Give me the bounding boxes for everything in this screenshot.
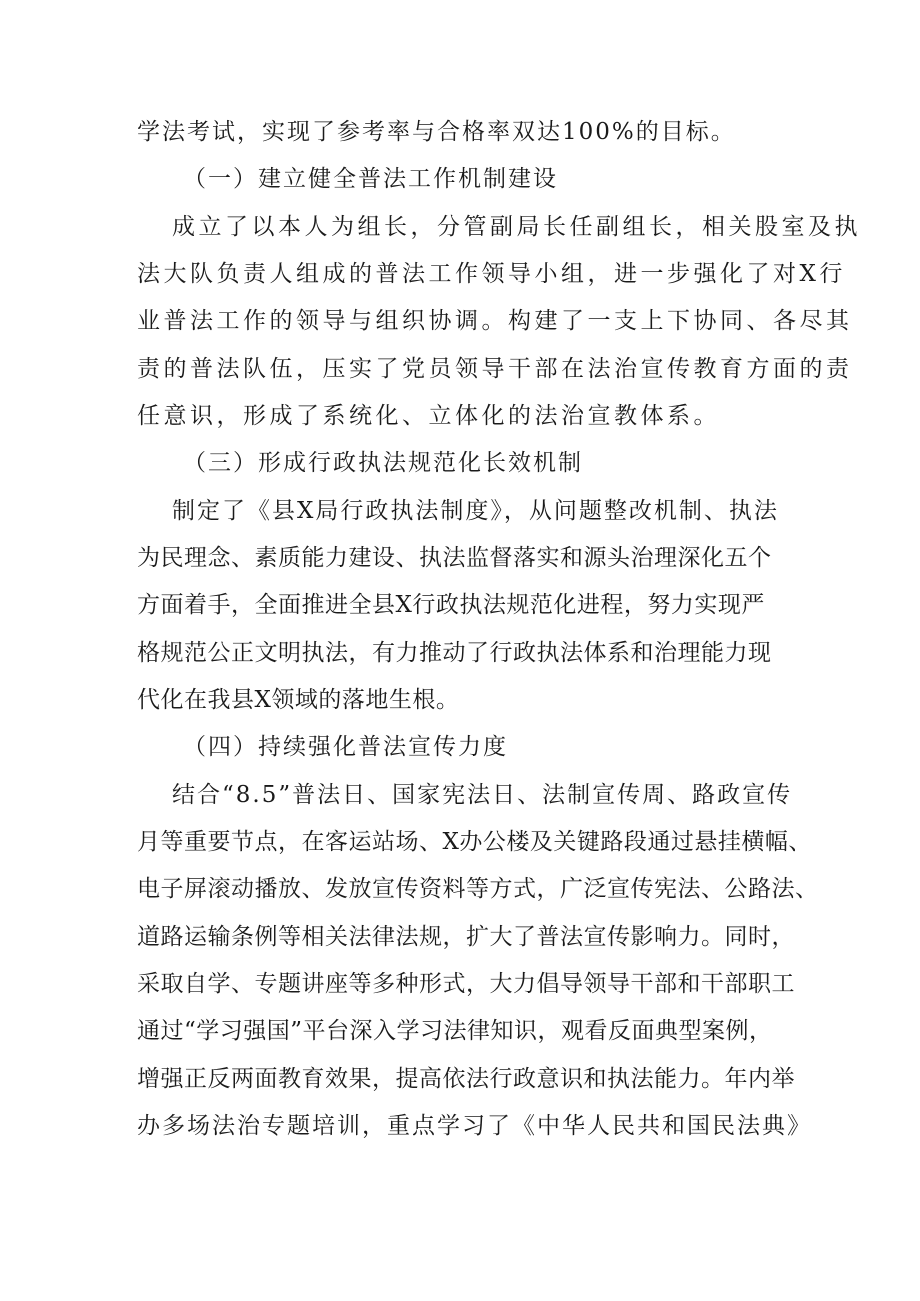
text-line-5: 业普法工作的领导与组织协调。构建了一支上下协同、各尽其 [137,308,853,334]
section-heading-1: （一）建立健全普法工作机制建设 [183,166,558,192]
text-line-19: 采取自学、专题讲座等多种形式，大力倡导领导干部和干部职工 [137,971,795,997]
text-line-15: 结合“8.5”普法日、国家宪法日、法制宣传周、路政宣传 [172,782,793,808]
text-line-21: 增强正反两面教育效果，提高依法行政意识和执法能力。年内举 [137,1066,795,1092]
text-line-4: 法大队负责人组成的普法工作领导小组，进一步强化了对X行 [137,261,846,287]
text-line-13: 代化在我县X领域的落地生根。 [137,687,460,713]
text-line-10: 为民理念、素质能力建设、执法监督落实和源头治理深化五个 [137,545,772,571]
text-line-1: 学法考试，实现了参考率与合格率双达100%的目标。 [137,119,736,145]
text-line-11: 方面着手，全面推进全县X行政执法规范化进程，努力实现严 [137,592,765,618]
text-line-7: 任意识，形成了系统化、立体化的法治宣教体系。 [137,403,720,429]
text-line-9: 制定了《县X局行政执法制度》，从问题整改机制、执法 [172,498,779,524]
text-line-12: 格规范公正文明执法，有力推动了行政执法体系和治理能力现 [137,640,772,666]
text-line-3: 成立了以本人为组长，分管副局长任副组长，相关股室及执 [172,214,861,240]
text-line-16: 月等重要节点，在客运站场、X办公楼及关键路段通过悬挂横幅、 [137,829,812,855]
text-line-18: 道路运输条例等相关法律法规，扩大了普法宣传影响力。同时， [137,924,795,950]
text-line-6: 责的普法队伍，压实了党员领导干部在法治宣传教育方面的责 [137,356,853,382]
text-line-20: 通过“学习强国”平台深入学习法律知识，观看反面典型案例， [137,1018,773,1044]
section-heading-4: （四）持续强化普法宣传力度 [183,734,508,760]
section-heading-3: （三）形成行政执法规范化长效机制 [183,450,583,476]
text-line-22: 办多场法治专题培训，重点学习了《中华人民共和国民法典》 [137,1113,812,1139]
text-line-17: 电子屏滚动播放、发放宣传资料等方式，广泛宣传宪法、公路法、 [137,876,819,902]
